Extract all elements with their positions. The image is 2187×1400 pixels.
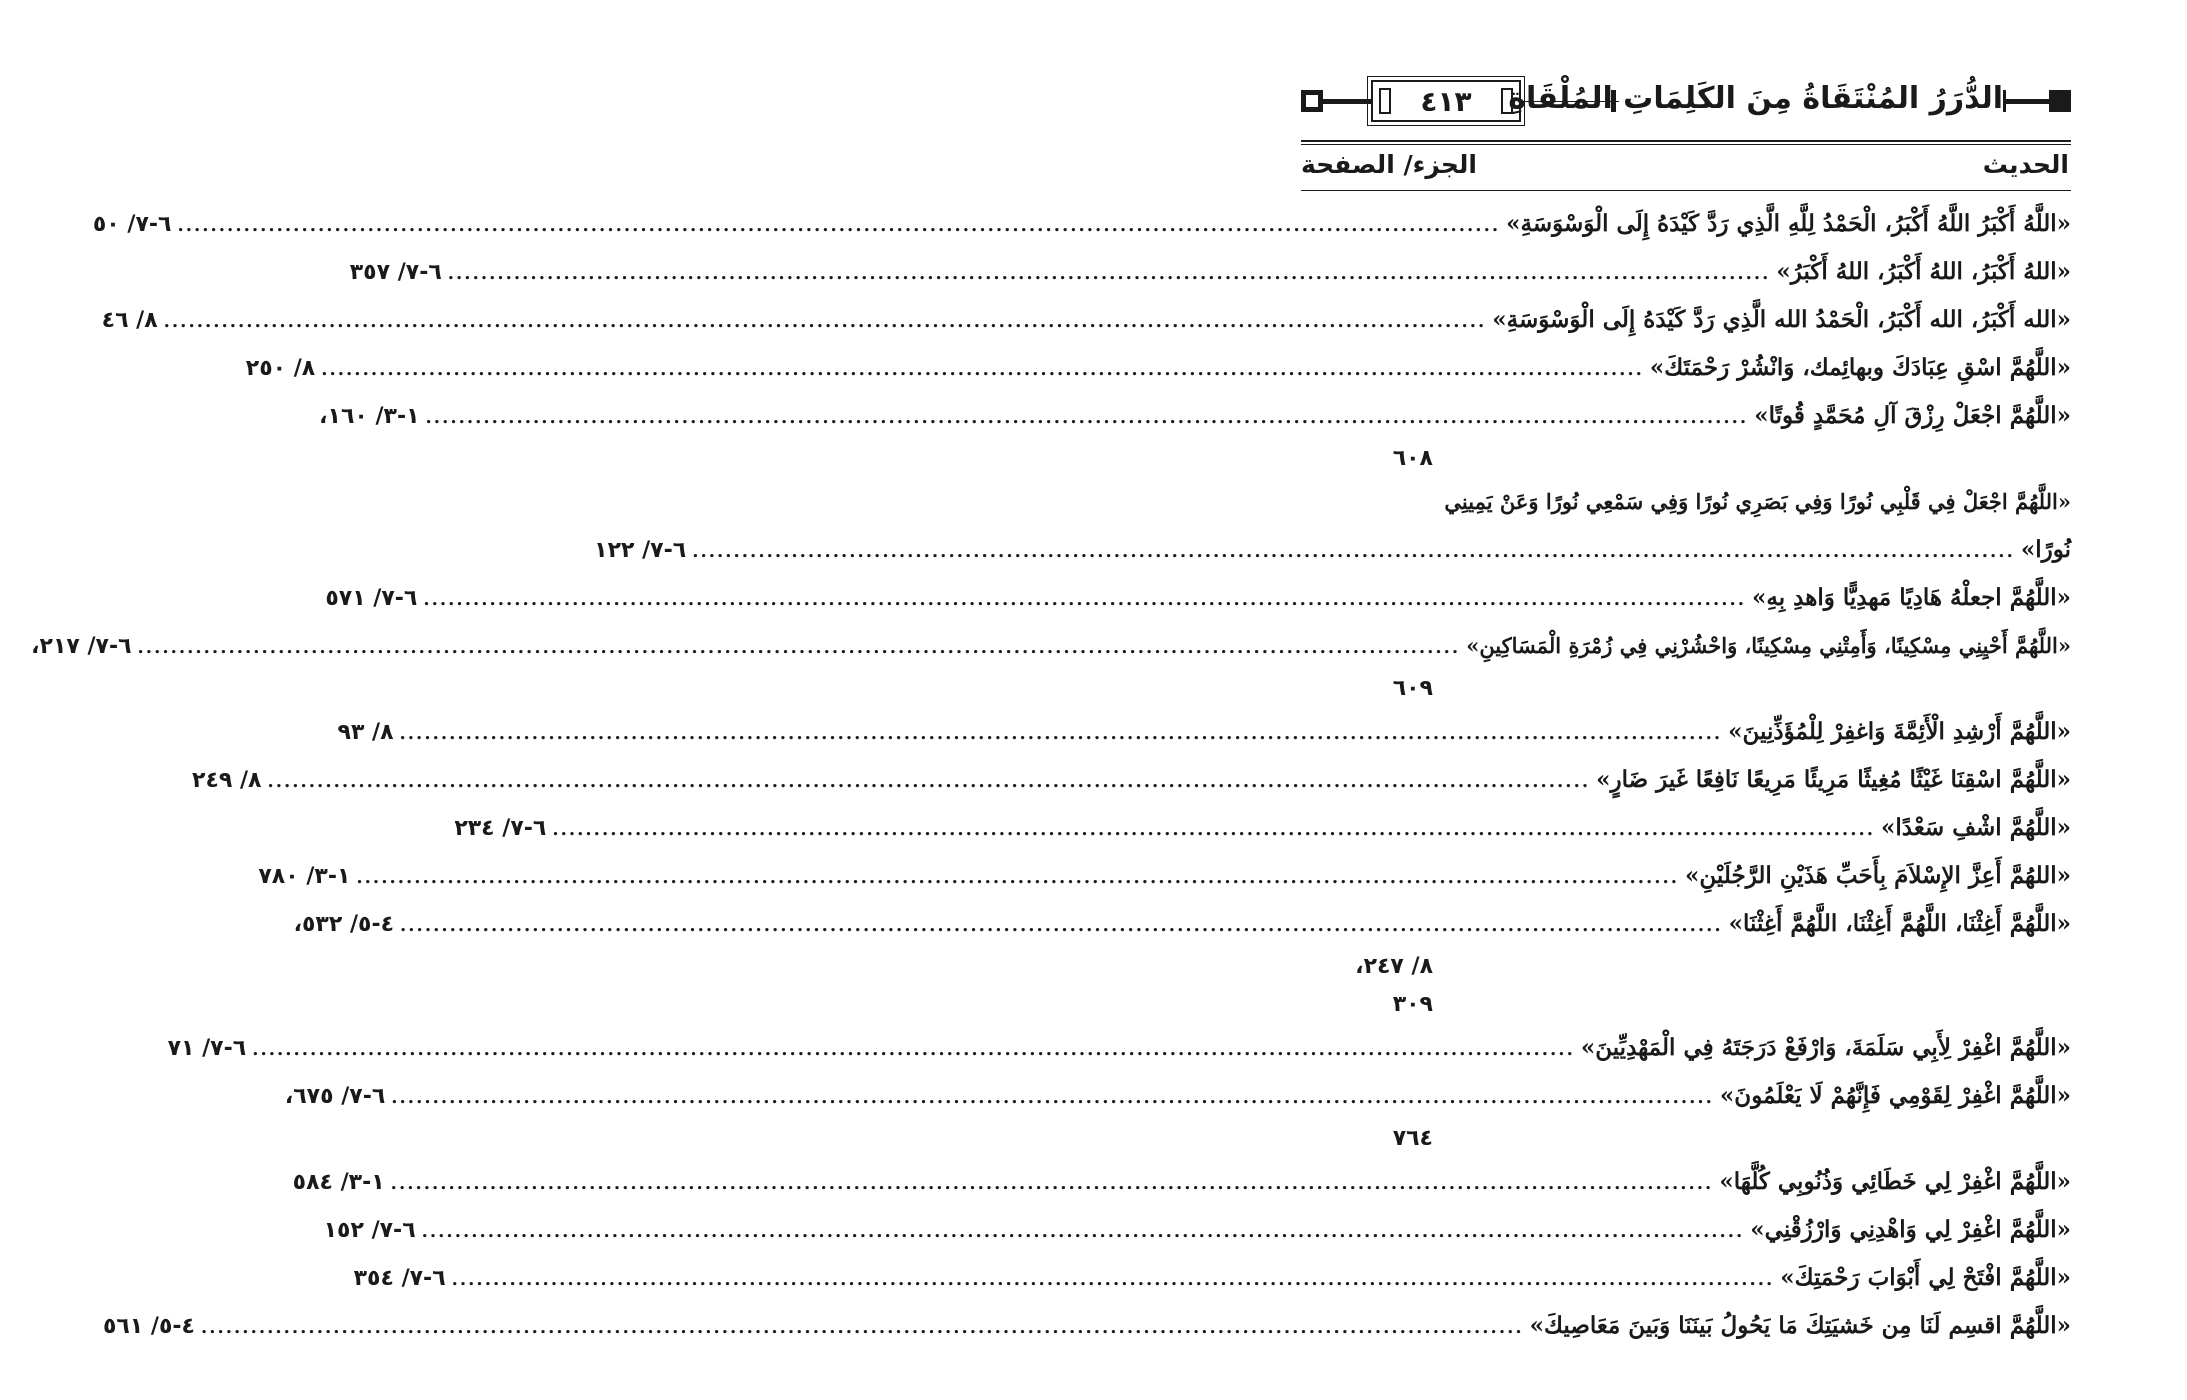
entry-text: «اللَّهُمَّ أَحْيِنِي مِسْكِينًا، وَأَمِتْنِي مِسْكِينًا، وَاحْشُرْنِي فِي زُمْرَةِ الْمَسَاكِينِ» (1466, 633, 2071, 658)
dot-leader: ................................................................................................................................................................ (451, 1269, 1775, 1290)
dot-leader: ................................................................................................................................................................ (425, 407, 1749, 428)
entry-text: «اللَّهُمَّ اسْقِنَا غَيْثًا مُغِيثًا مَرِيئًا مَرِيعًا نَافِعًا غَيرَ ضَارٍ» (1596, 766, 2071, 793)
entry-line (292, 1158, 2071, 1206)
entry-text: «اللَّهُمَّ اغْفِرْ لِي خَطَائِي وَذُنُوبِي كُلَّهَا» (1719, 1168, 2071, 1195)
entry-page-ref-continued: ٨/ ٢٤٧، (1355, 954, 1433, 979)
index-entry (167, 1024, 2071, 1072)
entry-text: «اللَّهُ أَكْبَرُ اللَّهُ أَكْبَرُ، الْحَمْدُ لِلَّهِ الَّذِي رَدَّ كَيْدَهُ إِلَى الْوَسْوَسَةِ» (1506, 210, 2071, 237)
entry-page-ref: ٨/ ٢٥٠ (245, 356, 316, 381)
entry-line (454, 804, 2071, 852)
header-rule-left (1323, 99, 1371, 104)
index-entry (337, 708, 2071, 756)
index-entry (454, 804, 2071, 852)
page-header (1301, 78, 2071, 124)
entry-page-ref: ٨/ ٢٤٩ (192, 768, 262, 793)
entry-line (353, 1254, 2071, 1302)
entry-page-ref: ٦-٧/ ٣٥٤ (353, 1266, 446, 1291)
entry-text: «اللهُمَّ أَعِزَّ الإِسْلاَمَ بِأَحَبِّ هَذَيْنِ الرَّجُلَيْنِ» (1685, 862, 2071, 889)
index-entry (353, 1254, 2071, 1302)
index-entry (31, 622, 2071, 708)
index-entry (594, 478, 2071, 574)
entry-line (319, 392, 2071, 440)
dot-leader: ................................................................................................................................................................ (552, 819, 1875, 840)
index-entry (258, 852, 2071, 900)
entry-line (323, 1206, 2071, 1254)
entry-line (192, 756, 2071, 804)
solid-square-ornament (2049, 90, 2071, 112)
dot-leader: ................................................................................................................................................................ (421, 1221, 1745, 1242)
dot-leader: ................................................................................................................................................................ (356, 867, 1680, 888)
entry-text: «اللَّهُمَّ اسْقِ عِبَادَكَ وبهائِمك، وَانْشُرْ رَحْمَتَكَ» (1649, 354, 2071, 381)
book-title: الدُّرَرُ المُنْتَقَاةُ مِنَ الكَلِمَاتِ المُلْقَاةِ (1619, 74, 2003, 124)
entry-line (284, 1072, 2071, 1120)
index-entry (349, 248, 2071, 296)
entry-text: «اللَّهُمَّ اغْفِرْ لِي وَاهْدِنِي وَارْزُقْنِي» (1750, 1216, 2071, 1243)
entry-line (349, 248, 2071, 296)
index-entry (102, 1302, 2071, 1350)
column-header-rule (1301, 190, 2071, 191)
entry-page-ref: ٦-٧/ ١٥٢ (323, 1218, 416, 1243)
entry-page-ref: ١-٣/ ٥٨٤ (292, 1170, 385, 1195)
index-entry (284, 1072, 2071, 1158)
header-rule-right (2001, 99, 2049, 104)
dot-leader: ................................................................................................................................................................ (177, 215, 1501, 236)
entry-page-ref: ٦-٧/ ٧١ (167, 1036, 247, 1061)
dot-leader: ................................................................................................................................................................ (252, 1039, 1575, 1060)
dot-leader: ................................................................................................................................................................ (423, 589, 1747, 610)
entry-page-ref-continued: ٦٠٨ (1392, 446, 1433, 471)
dot-leader: ................................................................................................................................................................ (163, 311, 1487, 332)
entry-page-ref: ٨/ ٩٣ (337, 720, 394, 745)
entry-line (258, 852, 2071, 900)
entry-line (325, 574, 2071, 622)
entry-page-ref: ٦-٧/ ٣٥٧ (349, 260, 442, 285)
dot-leader: ................................................................................................................................................................ (399, 723, 1723, 744)
dot-leader: ................................................................................................................................................................ (390, 1173, 1714, 1194)
dot-leader: ................................................................................................................................................................ (200, 1317, 1524, 1338)
entry-line (594, 526, 2071, 574)
index-entry (101, 296, 2071, 344)
entry-page-ref: ٤-٥/ ٥٣٢، (293, 912, 395, 937)
entry-text: «اللَّهُمَّ اقسِم لَنَا مِن خَشيَتِكَ مَا يَحُولُ بَينَنَا وَبَينَ مَعَاصِيكَ» (1529, 1312, 2071, 1339)
entry-text: «اللَّهُمَّ أَرْشِدِ الْأَئِمَّةَ وَاغفِرْ لِلْمُؤَذِّنِينَ» (1728, 718, 2071, 745)
entry-page-ref-continued: ٧٦٤ (1392, 1126, 1433, 1151)
dot-leader: ................................................................................................................................................................ (391, 1087, 1714, 1108)
entry-line (92, 200, 2071, 248)
dot-leader: ................................................................................................................................................................ (267, 771, 1591, 792)
entry-line (245, 344, 2071, 392)
entry-text: «اللَّهُمَّ افْتَحْ لِي أَبْوَابَ رَحْمَتِكَ» (1780, 1264, 2071, 1291)
index-entry (292, 1158, 2071, 1206)
dot-leader: ................................................................................................................................................................ (137, 637, 1461, 658)
entry-text: «الله أَكْبَرُ، الله أَكْبَرُ، الْحَمْدُ الله الَّذِي رَدَّ كَيْدَهُ إِلَى الْوَسْوَسَةِ» (1492, 306, 2071, 333)
header-double-rule (1301, 140, 2071, 145)
dot-leader: ................................................................................................................................................................ (692, 541, 2015, 562)
dot-leader: ................................................................................................................................................................ (447, 263, 1771, 284)
index-entry (323, 1206, 2071, 1254)
index-entries (31, 200, 2071, 1350)
index-entry (245, 344, 2071, 392)
entry-page-ref-continued: ٣٠٩ (1392, 992, 1433, 1017)
entry-text-line: «اللَّهُمَّ اجْعَلْ فِي قَلْبِي نُورًا وَفِي بَصَرِي نُورًا وَفِي سَمْعِي نُورًا وَعَنْ يَمِينِي (1444, 489, 2071, 514)
entry-page-ref: ١-٣/ ٧٨٠ (258, 864, 351, 889)
index-entry (319, 392, 2071, 478)
entry-page-ref-continued: ٦٠٩ (1392, 676, 1433, 701)
entry-line (31, 622, 2071, 670)
entry-text: «اللَّهُمَّ أَغِثْنَا، اللَّهُمَّ أَغِثْنَا، اللَّهُمَّ أَغِثْنَا» (1728, 910, 2071, 937)
entry-line (167, 1024, 2071, 1072)
entry-line (102, 1302, 2071, 1350)
index-entry (92, 200, 2071, 248)
dot-leader: ................................................................................................................................................................ (321, 359, 1644, 380)
entry-page-ref: ٦-٧/ ٢١٧، (31, 634, 132, 659)
entry-line (337, 708, 2071, 756)
entry-page-ref: ١-٣/ ١٦٠، (319, 404, 420, 429)
entry-line (293, 900, 2071, 948)
entry-text: «اللَّهُمَّ اجْعَلْ رِزْقَ آلِ مُحَمَّدٍ قُوتًا» (1754, 402, 2071, 429)
column-header-hadith: الحديث (1982, 150, 2069, 179)
page-number: ٤١٣ (1371, 80, 1521, 122)
index-entry (192, 756, 2071, 804)
entry-page-ref: ٦-٧/ ٦٧٥، (284, 1084, 386, 1109)
entry-text: «اللَّهُمَّ اغْفِرْ لِأَبِي سَلَمَةَ، وَارْفَعْ دَرَجَتَهُ فِي الْمَهْدِيِّينَ» (1580, 1034, 2071, 1061)
entry-text: «اللَّهُمَّ اجعلْهُ هَادِيًا مَهدِيًّا وَاهدِ بِهِ» (1752, 584, 2071, 611)
entry-text: «اللهُ أَكْبَرُ، اللهُ أَكْبَرُ، اللهُ أَكْبَرُ» (1776, 258, 2071, 285)
dot-leader: ................................................................................................................................................................ (400, 915, 1723, 936)
index-entry (293, 900, 2071, 1024)
entry-page-ref: ٦-٧/ ١٢٢ (594, 538, 687, 563)
index-entry (325, 574, 2071, 622)
entry-page-ref: ٦-٧/ ٢٣٤ (454, 816, 547, 841)
entry-page-ref: ٤-٥/ ٥٦١ (102, 1314, 195, 1339)
entry-page-ref: ٨/ ٤٦ (101, 308, 158, 333)
hollow-square-ornament (1301, 90, 1323, 112)
column-header-page: الجزء/ الصفحة (1301, 150, 1477, 179)
entry-text: نُورًا» (2020, 536, 2071, 563)
entry-line (101, 296, 2071, 344)
entry-page-ref: ٦-٧/ ٥٠ (92, 212, 172, 237)
entry-text: «اللَّهُمَّ اشْفِ سَعْدًا» (1881, 814, 2071, 841)
entry-text: «اللَّهُمَّ اغْفِرْ لِقَوْمِي فَإِنَّهُمْ لَا يَعْلَمُونَ» (1719, 1082, 2071, 1109)
entry-page-ref: ٦-٧/ ٥٧١ (325, 586, 418, 611)
